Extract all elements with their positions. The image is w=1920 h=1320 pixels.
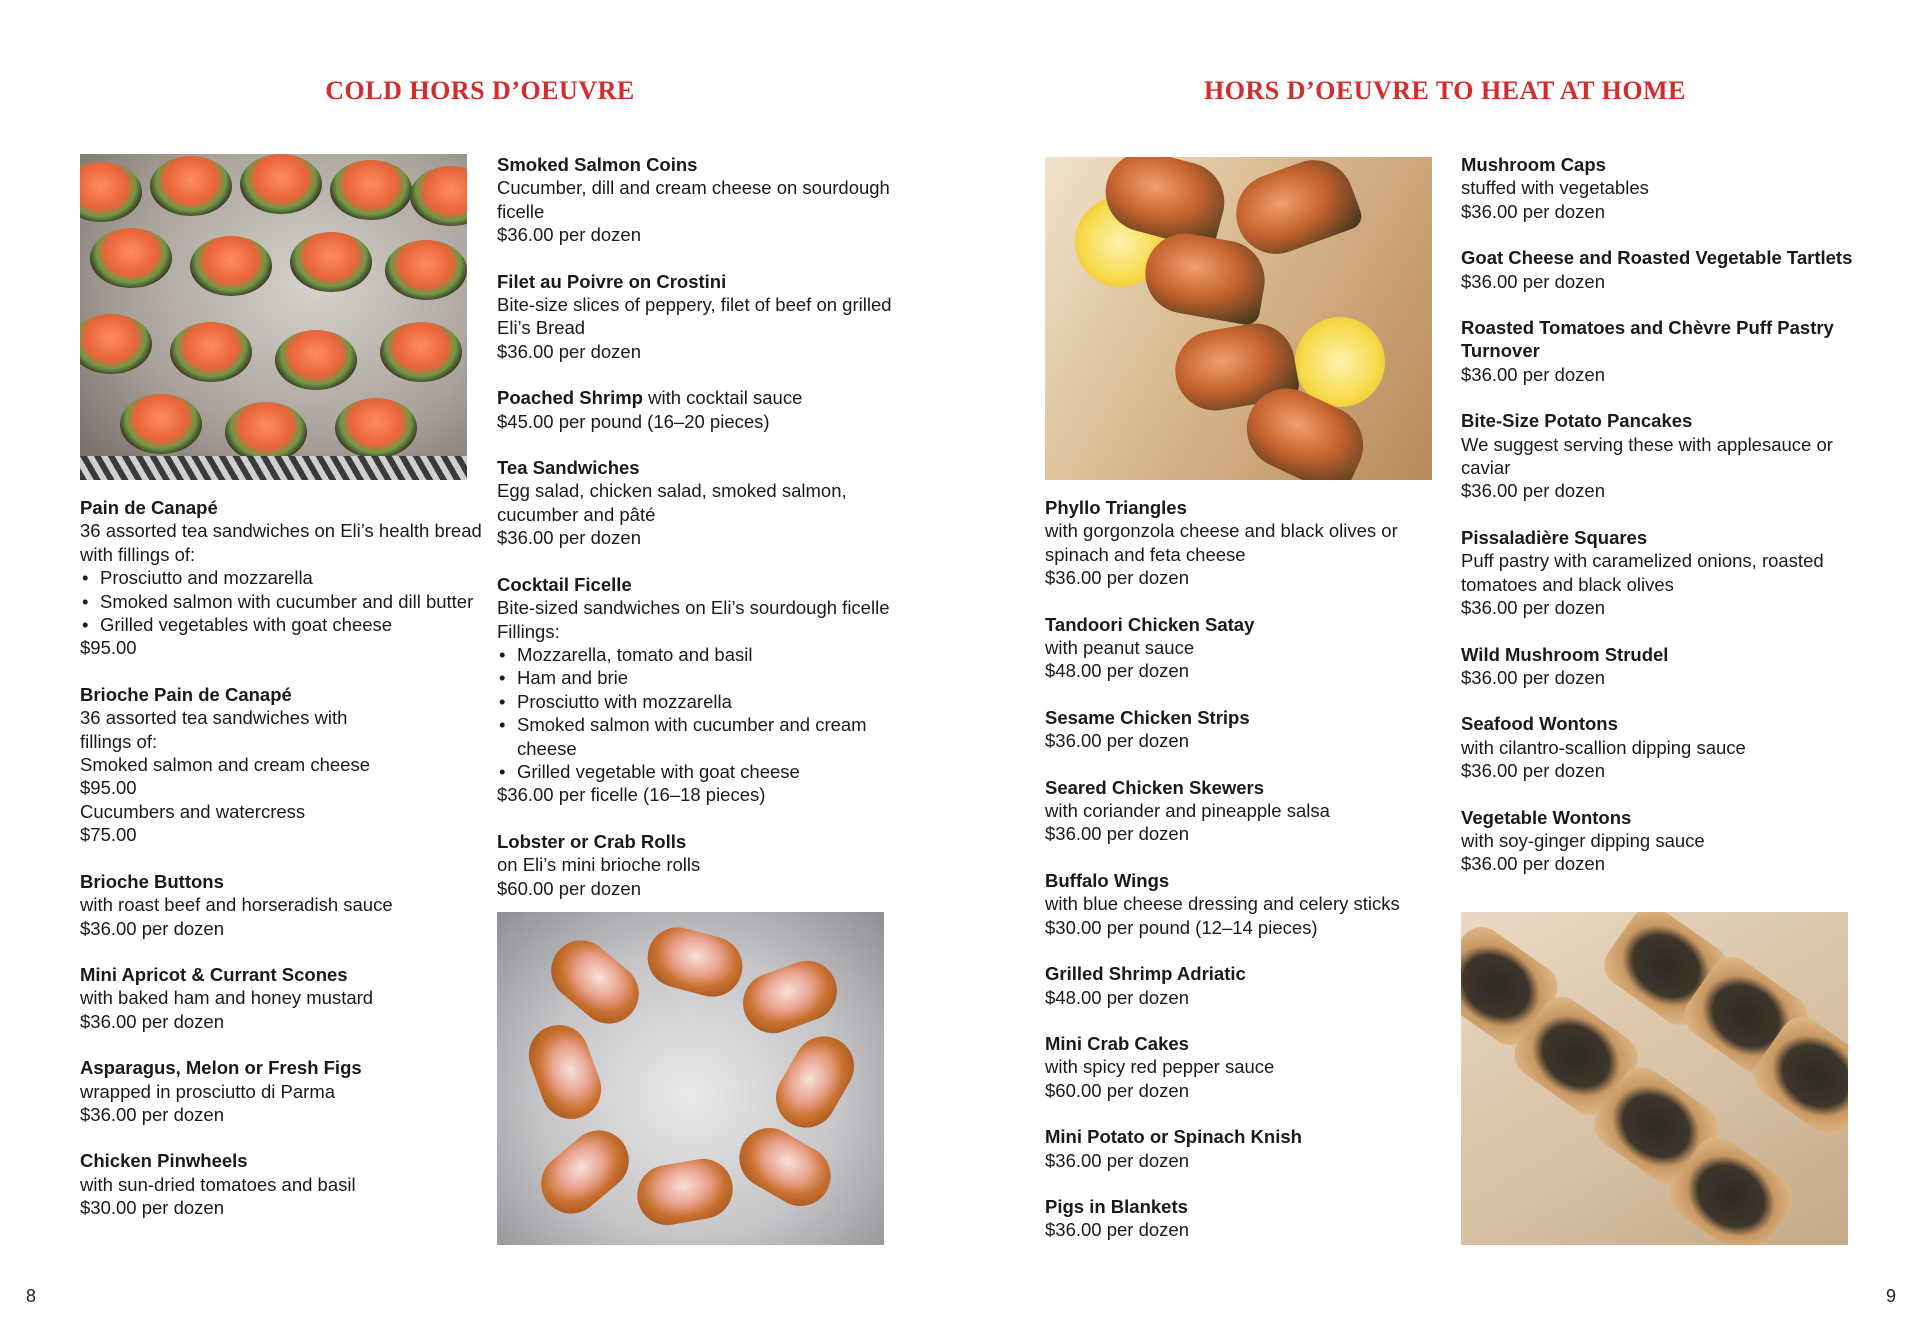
menu-item-name: Bite-Size Potato Pancakes <box>1461 410 1693 432</box>
menu-item-title <box>1045 1125 1450 1148</box>
menu-item-title <box>1461 409 1866 432</box>
menu-item-price: $60.00 per dozen <box>1045 1079 1190 1101</box>
page-number-left: 8 <box>26 1286 37 1306</box>
heat-at-home-heading: HORS D’OEUVRE TO HEAT AT HOME <box>1204 76 1686 105</box>
menu-item-name: Grilled Shrimp Adriatic <box>1045 963 1246 985</box>
menu-item-title <box>497 270 902 293</box>
menu-item-price: $36.00 per dozen <box>80 1010 225 1032</box>
menu-item <box>1045 613 1450 683</box>
menu-item-title <box>1045 776 1450 799</box>
menu-item-title <box>497 830 902 853</box>
filling-bullet: • Smoked salmon with cucumber and cream cheese <box>497 713 902 760</box>
menu-item <box>1045 776 1450 846</box>
mushroom-strudel-photo <box>1461 912 1848 1245</box>
menu-item-title <box>80 870 485 893</box>
menu-item <box>1461 409 1866 503</box>
page-number-right: 9 <box>1886 1286 1897 1306</box>
filling-bullet: • Smoked salmon with cucumber and dill butter <box>80 590 485 613</box>
menu-item-price: $30.00 per pound (12–14 pieces) <box>1045 916 1318 938</box>
menu-item <box>1045 962 1450 1009</box>
menu-item-title <box>1045 613 1450 636</box>
menu-item-line: fillings of: <box>80 730 158 752</box>
menu-item-description: Puff pastry with caramelized onions, roasted tomatoes and black olives <box>1461 550 1824 595</box>
filling-bullet: • Grilled vegetable with goat cheese <box>497 760 902 783</box>
salmon-canape-photo <box>80 154 467 480</box>
menu-item-description: with spicy red pepper sauce <box>1045 1056 1275 1078</box>
menu-item-title <box>1461 246 1866 269</box>
menu-item-description: with baked ham and honey mustard <box>80 987 374 1009</box>
menu-item <box>497 386 902 433</box>
menu-item-description: Bite-size slices of peppery, filet of beef on grilled Eli’s Bread <box>497 294 892 339</box>
menu-item-title <box>497 573 902 596</box>
menu-item-name: Chicken Pinwheels <box>80 1150 248 1172</box>
menu-item-description: Fillings: <box>497 620 560 642</box>
menu-item-name: Mushroom Caps <box>1461 154 1606 175</box>
menu-item-title <box>80 496 485 519</box>
menu-item-name: Sesame Chicken Strips <box>1045 706 1250 728</box>
menu-item <box>497 573 902 807</box>
menu-item-price: $36.00 per dozen <box>497 340 642 362</box>
menu-item-price: $36.00 per dozen <box>1045 1149 1190 1171</box>
menu-item-title <box>1461 153 1866 176</box>
menu-item <box>80 870 485 940</box>
menu-item-price: $48.00 per dozen <box>1045 986 1190 1008</box>
menu-column-4 <box>1461 153 1866 899</box>
menu-item-price: $36.00 per dozen <box>1461 760 1606 782</box>
menu-item-name: Smoked Salmon Coins <box>497 154 698 175</box>
menu-item-name: Seared Chicken Skewers <box>1045 776 1265 798</box>
menu-item-name: Lobster or Crab Rolls <box>497 830 687 852</box>
menu-item-price: $36.00 per dozen <box>1461 480 1606 502</box>
menu-item-title <box>1461 316 1866 363</box>
menu-item <box>497 456 902 550</box>
menu-item-title <box>1045 1032 1450 1055</box>
menu-item-description: with blue cheese dressing and celery sticks <box>1045 893 1400 915</box>
menu-item-price: $45.00 per pound (16–20 pieces) <box>497 410 770 432</box>
menu-item <box>1461 153 1866 223</box>
menu-item-title <box>1461 526 1866 549</box>
menu-item <box>1461 806 1866 876</box>
menu-item-name: Mini Crab Cakes <box>1045 1032 1189 1054</box>
menu-item-description: stuffed with vegetables <box>1461 177 1649 199</box>
filling-bullet: • Mozzarella, tomato and basil <box>497 643 902 666</box>
menu-item-description: with soy-ginger dipping sauce <box>1461 829 1705 851</box>
menu-item-price: $36.00 per dozen <box>1045 730 1190 752</box>
filling-bullet: • Prosciutto with mozzarella <box>497 690 902 713</box>
menu-item-price: $36.00 per dozen <box>1461 363 1606 385</box>
lobster-roll-photo <box>497 912 884 1245</box>
menu-item <box>1045 496 1450 590</box>
menu-item-name: Pigs in Blankets <box>1045 1195 1188 1217</box>
menu-item-description: Bite-sized sandwiches on Eli’s sourdough ficelle <box>497 597 890 619</box>
menu-item-name: Wild Mushroom Strudel <box>1461 643 1669 665</box>
menu-item-line: 36 assorted tea sandwiches with <box>80 707 348 729</box>
menu-item-price: $36.00 per dozen <box>80 1103 225 1125</box>
menu-item <box>80 963 485 1033</box>
menu-item <box>1045 1195 1450 1242</box>
menu-item-name: Filet au Poivre on Crostini <box>497 270 727 292</box>
menu-item-line: Smoked salmon and cream cheese <box>80 754 370 776</box>
menu-item-description: wrapped in prosciutto di Parma <box>80 1080 336 1102</box>
menu-item-price: $60.00 per dozen <box>497 877 642 899</box>
menu-item-price: $48.00 per dozen <box>1045 660 1190 682</box>
menu-item-title <box>1045 706 1450 729</box>
menu-item <box>80 496 485 660</box>
menu-item-description: Egg salad, chicken salad, smoked salmon, cucumber and pâté <box>497 480 847 525</box>
menu-item-price: $36.00 per ficelle (16–18 pieces) <box>497 784 766 806</box>
menu-item-line: $75.00 <box>80 824 137 846</box>
menu-item-price: $30.00 per dozen <box>80 1197 225 1219</box>
menu-item-description: on Eli’s mini brioche rolls <box>497 854 701 876</box>
menu-item-title <box>1461 643 1866 666</box>
menu-item <box>1461 246 1866 293</box>
menu-item-title <box>1045 1195 1450 1218</box>
menu-item-title <box>497 456 902 479</box>
menu-item-title <box>497 153 902 176</box>
filling-bullet: • Grilled vegetables with goat cheese <box>80 613 485 636</box>
menu-item-price: $36.00 per dozen <box>497 224 642 246</box>
menu-item <box>80 683 485 847</box>
menu-item-name: Brioche Buttons <box>80 870 224 892</box>
menu-item <box>497 153 902 247</box>
menu-item-price: $36.00 per dozen <box>1461 200 1606 222</box>
menu-item-title <box>80 963 485 986</box>
menu-item-name: Cocktail Ficelle <box>497 573 632 595</box>
menu-item-name: Mini Potato or Spinach Knish <box>1045 1126 1302 1148</box>
menu-item-price: $36.00 per dozen <box>1461 270 1606 292</box>
menu-item-title <box>1045 869 1450 892</box>
menu-item-title <box>497 386 902 409</box>
menu-item-description: with coriander and pineapple salsa <box>1045 800 1330 822</box>
menu-item <box>497 270 902 364</box>
menu-item-line: Cucumbers and watercress <box>80 800 306 822</box>
menu-item-price: $36.00 per dozen <box>497 527 642 549</box>
menu-item-price: $36.00 per dozen <box>1461 853 1606 875</box>
menu-item <box>1045 706 1450 753</box>
menu-item-description: Cucumber, dill and cream cheese on sourdough ficelle <box>497 177 890 222</box>
menu-item-name: Goat Cheese and Roasted Vegetable Tartlets <box>1461 247 1853 269</box>
menu-item-name: Asparagus, Melon or Fresh Figs <box>80 1057 362 1079</box>
menu-item-title <box>80 1056 485 1079</box>
menu-item-name: Seafood Wontons <box>1461 713 1618 735</box>
menu-column-1 <box>80 496 485 1243</box>
menu-item-name: Tea Sandwiches <box>497 457 640 479</box>
menu-item-description: with gorgonzola cheese and black olives or spinach and feta cheese <box>1045 520 1398 565</box>
menu-item-description: with roast beef and horseradish sauce <box>80 894 393 916</box>
menu-item <box>1461 316 1866 386</box>
menu-item <box>1045 1125 1450 1172</box>
menu-item <box>1045 869 1450 939</box>
menu-item-description: with sun-dried tomatoes and basil <box>80 1173 356 1195</box>
filling-bullet: • Prosciutto and mozzarella <box>80 566 485 589</box>
cold-hors-doeuvre-heading: COLD HORS D’OEUVRE <box>325 76 635 105</box>
menu-item-name: Brioche Pain de Canapé <box>80 683 292 705</box>
filling-bullet: • Ham and brie <box>497 666 902 689</box>
menu-item <box>80 1056 485 1126</box>
menu-column-2 <box>497 153 902 923</box>
menu-item-name: Roasted Tomatoes and Chèvre Puff Pastry Turnover <box>1461 317 1834 362</box>
menu-item <box>1461 643 1866 690</box>
menu-item-name: Pissaladière Squares <box>1461 526 1648 548</box>
menu-item-description: with fillings of: <box>80 543 196 565</box>
menu-item-price: $36.00 per dozen <box>1045 567 1190 589</box>
menu-item <box>1461 526 1866 620</box>
menu-item-line: $95.00 <box>80 777 137 799</box>
menu-item-description: 36 assorted tea sandwiches on Eli’s health bread <box>80 520 482 542</box>
menu-item-note: with cocktail sauce <box>642 387 803 409</box>
menu-item-price: $36.00 per dozen <box>1461 597 1606 619</box>
menu-item-name: Tandoori Chicken Satay <box>1045 613 1255 635</box>
menu-item-title <box>1461 712 1866 735</box>
menu-item-name: Pain de Canapé <box>80 497 218 518</box>
menu-item-description: with peanut sauce <box>1045 637 1195 659</box>
menu-item-title <box>1045 962 1450 985</box>
menu-item <box>1461 712 1866 782</box>
menu-item <box>1045 1032 1450 1102</box>
menu-item-price: $36.00 per dozen <box>1045 823 1190 845</box>
menu-item-description: with cilantro-scallion dipping sauce <box>1461 736 1746 758</box>
menu-column-3 <box>1045 496 1450 1265</box>
menu-item-price: $36.00 per dozen <box>80 917 225 939</box>
menu-item-title <box>80 1149 485 1172</box>
grilled-shrimp-photo <box>1045 157 1432 480</box>
menu-item <box>497 830 902 900</box>
menu-item-price: $95.00 <box>80 637 137 659</box>
menu-item-price: $36.00 per dozen <box>1461 666 1606 688</box>
menu-item-title <box>1461 806 1866 829</box>
menu-item-title <box>80 683 485 706</box>
menu-item-name: Vegetable Wontons <box>1461 806 1632 828</box>
menu-item-name: Poached Shrimp <box>497 387 643 409</box>
menu-item <box>80 1149 485 1219</box>
menu-item-title <box>1045 496 1450 519</box>
menu-item-name: Phyllo Triangles <box>1045 497 1187 518</box>
menu-item-price: $36.00 per dozen <box>1045 1219 1190 1241</box>
menu-item-name: Mini Apricot & Currant Scones <box>80 963 348 985</box>
menu-item-name: Buffalo Wings <box>1045 869 1170 891</box>
menu-item-description: We suggest serving these with applesauce or caviar <box>1461 433 1833 479</box>
